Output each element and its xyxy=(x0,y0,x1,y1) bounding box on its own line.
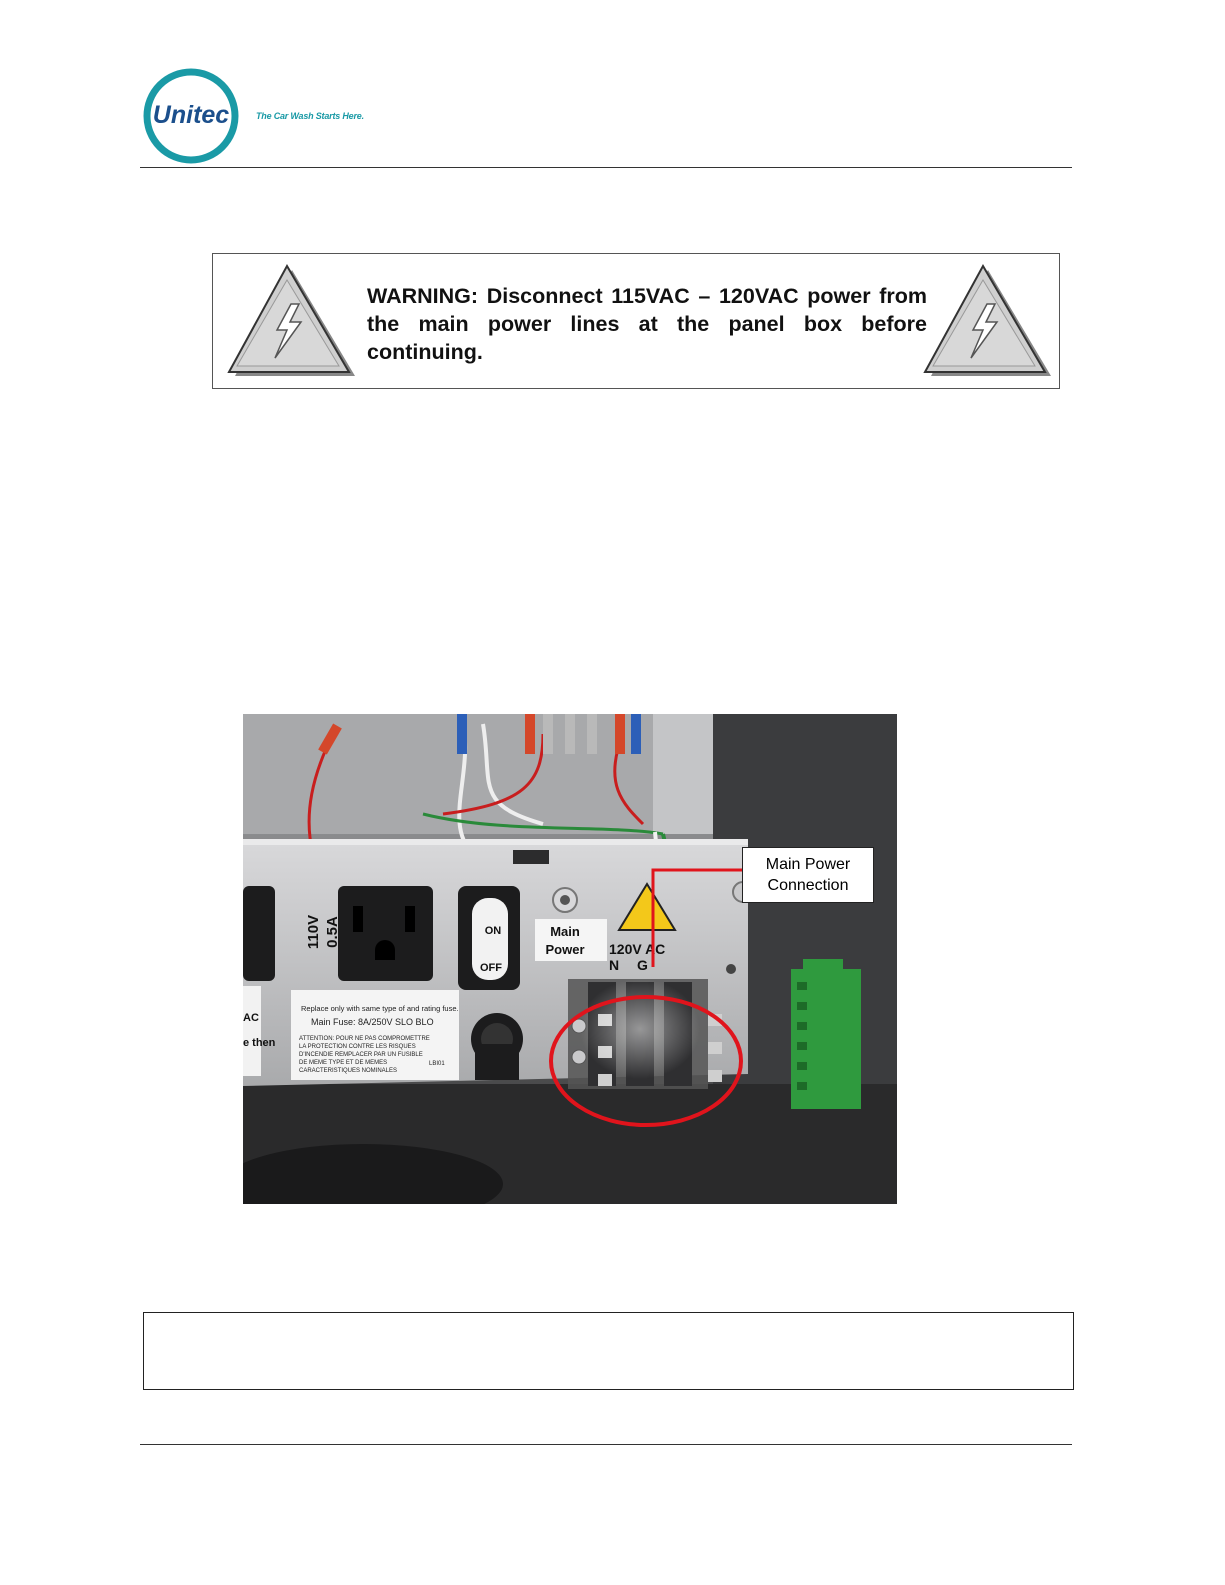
n-label: N xyxy=(609,957,620,973)
tagline: The Car Wash Starts Here. xyxy=(256,111,364,121)
fuse-text-3: ATTENTION: POUR NE PAS COMPROMETTRE xyxy=(299,1036,430,1042)
vac-fragment: AC xyxy=(243,1012,259,1024)
fuse-text-2: Main Fuse: 8A/250V SLO BLO xyxy=(311,1017,434,1027)
header-rule xyxy=(140,167,1072,168)
fuse-text-1: Replace only with same type of and rating fuse. xyxy=(301,1004,459,1013)
amps-label: 0.5A xyxy=(324,916,341,948)
main-power-callout xyxy=(742,847,874,903)
fuse-text-4: LA PROTECTION CONTRE LES RISQUES xyxy=(299,1044,416,1050)
callout-line-1: Main Power xyxy=(765,856,851,873)
then-fragment: e then xyxy=(243,1037,276,1049)
fuse-code: LBI01 xyxy=(429,1061,445,1067)
high-voltage-warning-icon xyxy=(923,262,1053,380)
switch-off-label: OFF xyxy=(480,962,502,974)
g-label: G xyxy=(637,957,648,973)
power-panel-photo xyxy=(243,714,897,1204)
voltage-label: 110V xyxy=(305,914,322,950)
warning-box xyxy=(212,253,1060,389)
logo-text: Unitec xyxy=(152,101,230,129)
120vac-label: 120V AC xyxy=(609,941,666,957)
unitec-logo xyxy=(140,68,242,164)
fuse-text-6: DE MEME TYPE ET DE MEMES xyxy=(299,1060,388,1066)
fuse-text-7: CARACTERISTIQUES NOMINALES xyxy=(299,1068,398,1074)
callout-line-2: Connection xyxy=(767,877,849,894)
power-label: Power xyxy=(545,942,585,957)
fuse-text-5: D'INCENDIE REMPLACER PAR UN FUSIBLE xyxy=(299,1052,423,1058)
note-box xyxy=(143,1312,1074,1390)
warning-text: WARNING: Disconnect 115VAC – 120VAC power from the main power lines at the panel box before continuing. xyxy=(367,284,927,364)
footer-rule xyxy=(140,1444,1072,1445)
main-label: Main xyxy=(550,924,580,939)
high-voltage-warning-icon xyxy=(227,262,357,380)
switch-on-label: ON xyxy=(484,925,502,937)
